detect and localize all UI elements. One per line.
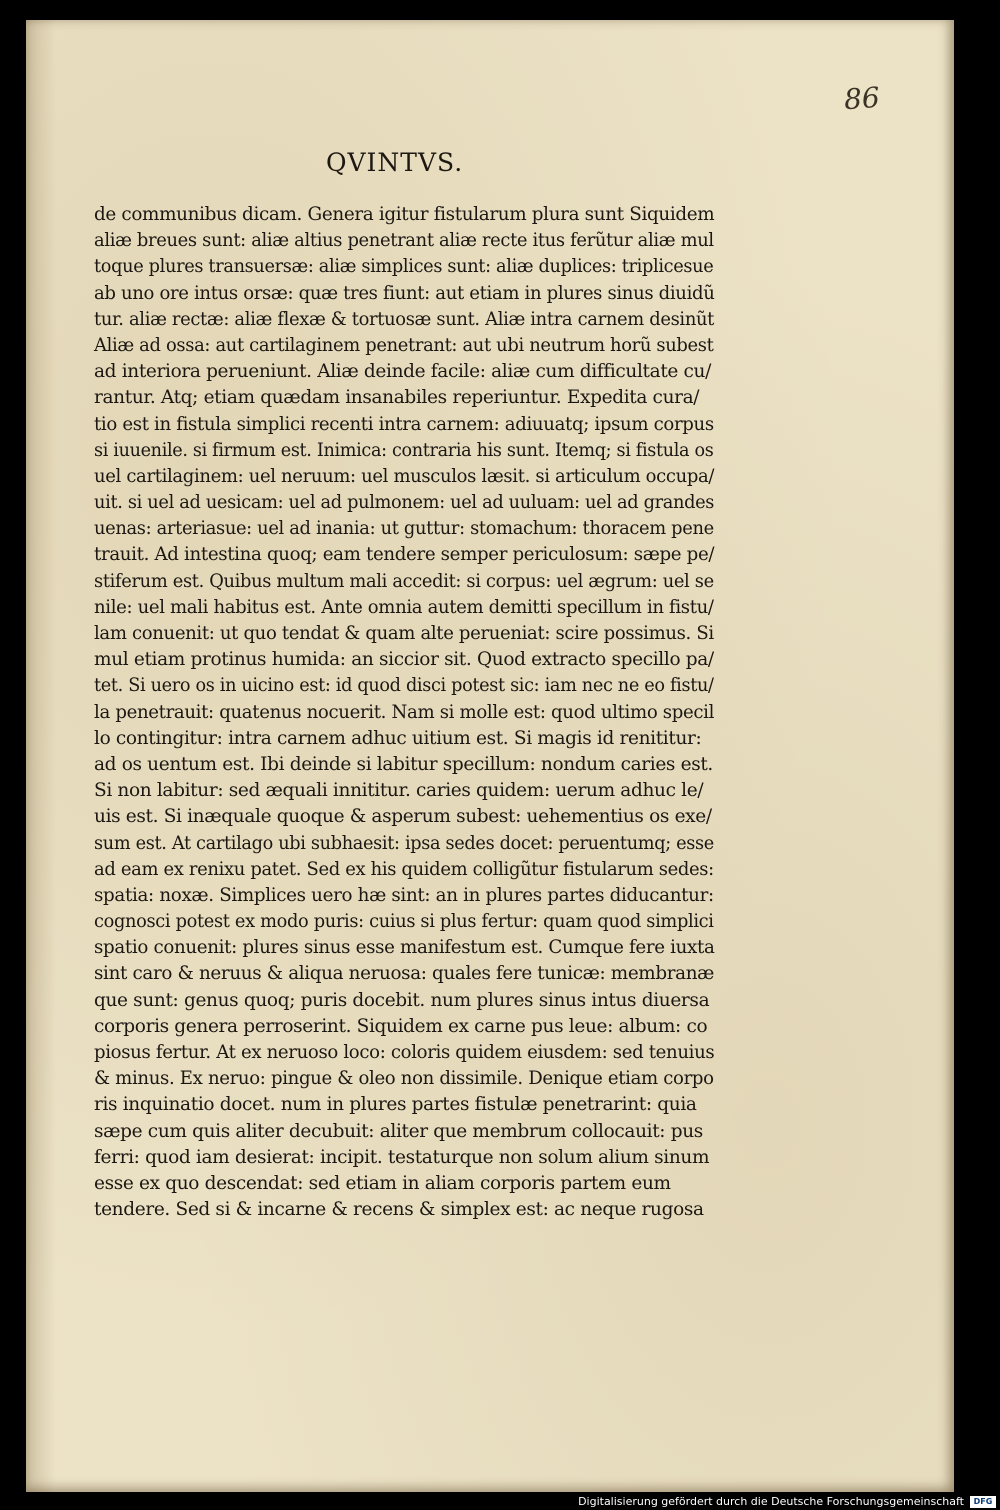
- text-line: trauit. Ad intestina quoq; eam tendere semper periculosum: sæpe pe/: [94, 544, 715, 566]
- text-line: uis est. Si inæquale quoque & asperum subest: uehementius os exe/: [94, 806, 712, 828]
- text-line: sum est. At cartilago ubi subhaesit: ipsa sedes docet: peruentumq; esse: [94, 832, 714, 854]
- text-line: toque plures transuersæ: aliæ simplices sunt: aliæ duplices: triplicesue: [94, 256, 714, 278]
- text-line: esse ex quo descendat: sed etiam in aliam corporis partem eum: [94, 1172, 671, 1194]
- text-line: lam conuenit: ut quo tendat & quam alte perueniat: scire possimus. Si: [94, 623, 714, 644]
- text-line: aliæ breues sunt: aliæ altius penetrant aliæ recte itus ferũtur aliæ mul: [94, 230, 714, 252]
- text-line: tio est in fistula simplici recenti intra carnem: adiuuatq; ipsum corpus: [94, 413, 714, 435]
- text-line: tendere. Sed si & incarne & recens & simplex est: ac neque rugosa: [94, 1199, 704, 1221]
- text-line: lo contingitur: intra carnem adhuc uitium est. Si magis id renititur:: [94, 727, 702, 749]
- text-line: Si non labitur: sed æquali innititur. caries quidem: uerum adhuc le/: [94, 780, 704, 802]
- text-line: uel cartilaginem: uel neruum: uel musculos læsit. si articulum occupa/: [94, 465, 715, 487]
- book-page: [26, 20, 954, 1492]
- footer: [0, 1494, 1000, 1510]
- text-line: tet. Si uero os in uicino est: id quod disci potest sic: iam nec ne eo fistu/: [94, 675, 714, 697]
- folio-number: 86: [842, 80, 881, 117]
- text-line: tur. aliæ rectæ: aliæ flexæ & tortuosæ sunt. Aliæ intra carnem desinũt: [94, 308, 715, 330]
- text-line: ad interiora perueniunt. Aliæ deinde facile: aliæ cum difficultate cu/: [94, 361, 711, 383]
- text-line: uit. si uel ad uesicam: uel ad pulmonem: uel ad uuluam: uel ad grandes: [94, 492, 715, 514]
- text-line: sæpe cum quis aliter decubuit: aliter que membrum collocauit: pus: [94, 1120, 703, 1142]
- text-line: piosus fertur. At ex neruoso loco: coloris quidem eiusdem: sed tenuius: [94, 1042, 715, 1063]
- text-line: cognosci potest ex modo puris: cuius si plus fertur: quam quod simplici: [94, 911, 714, 933]
- text-line: mul etiam protinus humida: an siccior sit. Quod extracto specillo pa/: [94, 649, 714, 671]
- text-line: la penetrauit: quatenus nocuerit. Nam si molle est: quod ultimo specil: [94, 701, 715, 723]
- text-line: spatio conuenit: plures sinus esse manifestum est. Cumque fere iuxta: [94, 937, 715, 959]
- text-line: nile: uel mali habitus est. Ante omnia autem demitti specillum in fistu/: [94, 596, 714, 618]
- digitization-credit: Digitalisierung gefördert durch die Deutsche Forschungsgemeinschaft: [578, 1495, 964, 1508]
- text-line: ab uno ore intus orsæ: quæ tres fiunt: aut etiam in plures sinus diuidũ: [94, 282, 715, 304]
- text-line: uenas: arteriasue: uel ad inania: ut guttur: stomachum: thoracem pene: [94, 518, 714, 540]
- text-line: de communibus dicam. Genera igitur fistularum plura sunt Siquidem: [94, 204, 715, 225]
- text-line: corporis genera perroserint. Siquidem ex carne pus leue: album: co: [94, 1015, 708, 1037]
- text-line: si iuuenile. si firmum est. Inimica: contraria his sunt. Itemq; si fistula os: [94, 439, 714, 461]
- text-line: sint caro & neruus & aliqua neruosa: quales fere tunicæ: membranæ: [94, 963, 715, 985]
- text-line: ad os uentum est. Ibi deinde si labitur specillum: nondum caries est.: [94, 753, 713, 775]
- page-heading: QVINTVS.: [326, 148, 464, 177]
- text-line: spatia: noxæ. Simplices uero hæ sint: an in plures partes diducantur:: [94, 884, 714, 906]
- text-line: & minus. Ex neruo: pingue & oleo non dissimile. Denique etiam corpo: [94, 1068, 714, 1090]
- text-block: [94, 202, 714, 1223]
- text-line: Aliæ ad ossa: aut cartilaginem penetrant: aut ubi neutrum horũ subest: [94, 334, 714, 356]
- dfg-logo: DFG: [970, 1496, 996, 1508]
- text-line: que sunt: genus quoq; puris docebit. num plures sinus intus diuersa: [94, 989, 710, 1011]
- text-line: ad eam ex renixu patet. Sed ex his quidem colligũtur fistularum sedes:: [94, 858, 714, 880]
- text-line: ris inquinatio docet. num in plures partes fistulæ penetrarint: quia: [94, 1094, 697, 1116]
- text-line: stiferum est. Quibus multum mali accedit: si corpus: uel ægrum: uel se: [94, 570, 714, 592]
- text-line: rantur. Atq; etiam quædam insanabiles reperiuntur. Expedita cura/: [94, 387, 700, 409]
- text-line: ferri: quod iam desierat: incipit. testaturque non solum alium sinum: [94, 1146, 710, 1168]
